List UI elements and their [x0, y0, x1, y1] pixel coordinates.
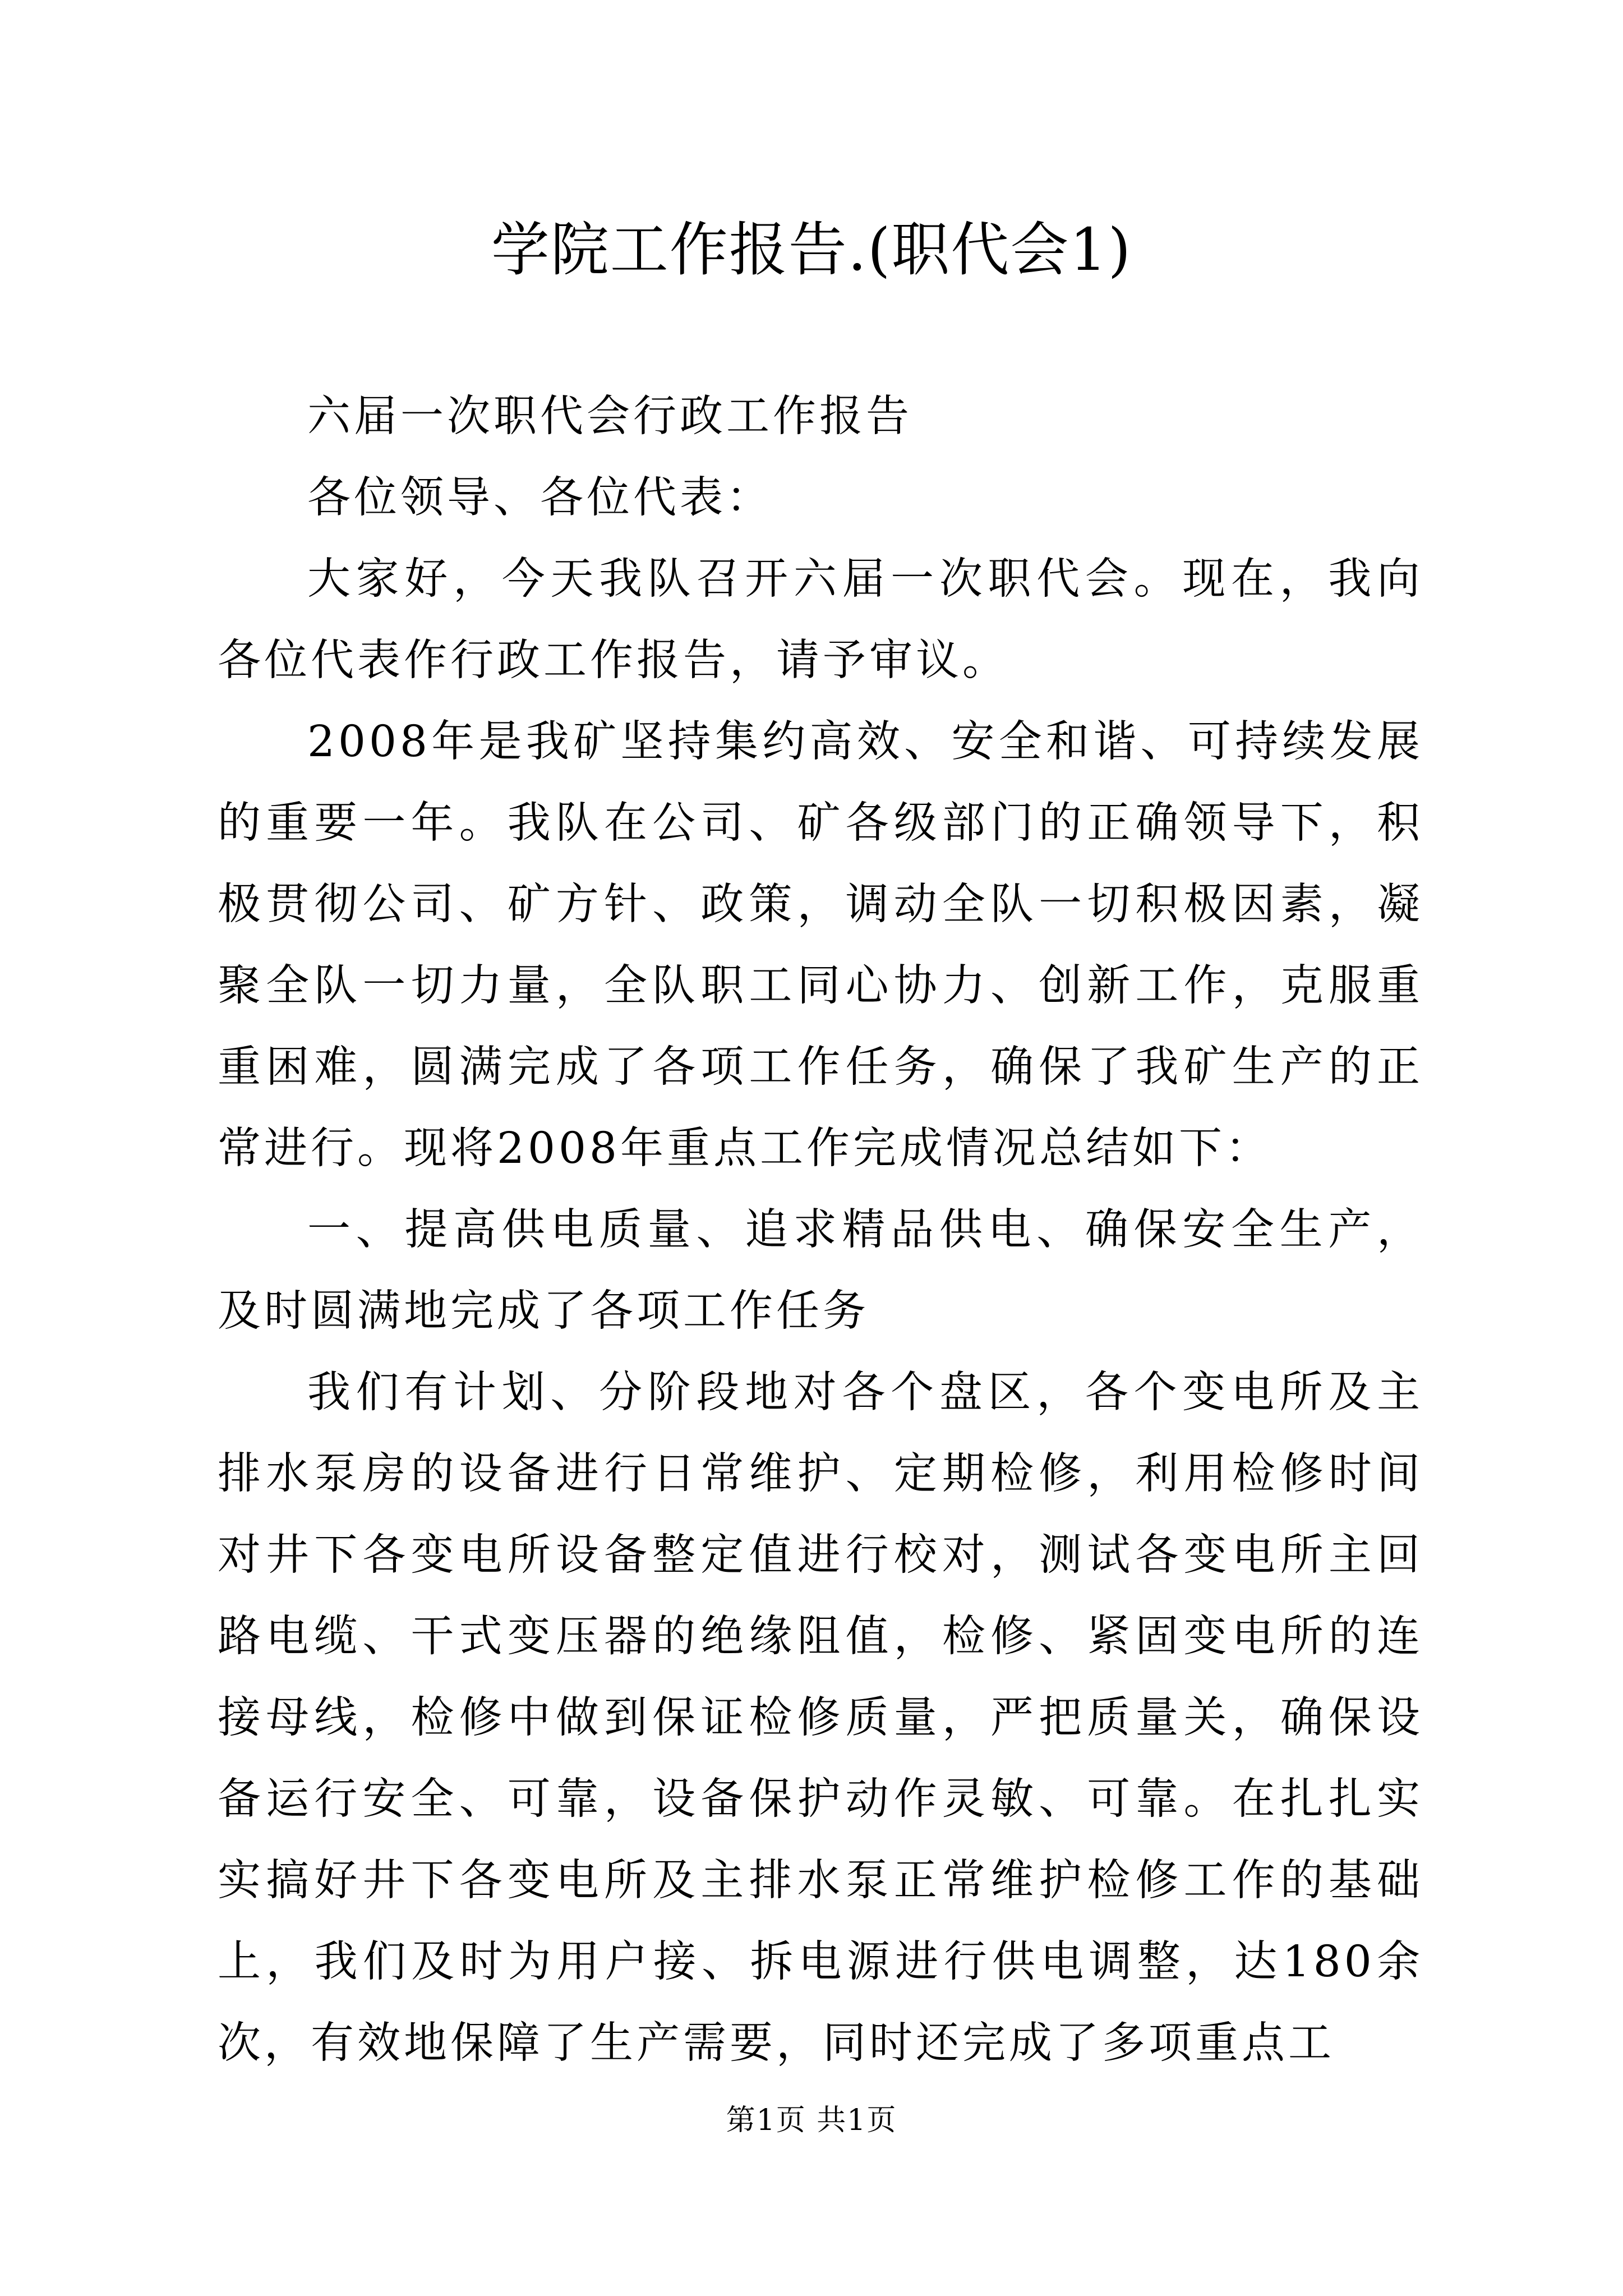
document-body	[218, 376, 1423, 2084]
document-title: 学院工作报告.(职代会1)	[491, 215, 1132, 284]
paragraph-greeting: 大家好，今天我队召开六届一次职代会。现在，我向各位代表作行政工作报告，请予审议。	[218, 554, 1423, 685]
paragraph-overview: 2008年是我矿坚持集约高效、安全和谐、可持续发展的重要一年。我队在公司、矿各级部门的正确领导下，积极贯彻公司、矿方针、政策，调动全队一切积极因素，凝聚全队一切力量，全队职工同心协力、创新工作，克服重重困难，圆满完成了各项工作任务，确保了我矿生产的正常进行。现将2008年重点工作完成情况总结如下：	[218, 717, 1423, 1174]
paragraph-section-1: 我们有计划、分阶段地对各个盘区，各个变电所及主排水泵房的设备进行日常维护、定期检修，利用检修时间对井下各变电所设备整定值进行校对，测试各变电所主回路电缆、干式变压器的绝缘阻值，检修、紧固变电所的连接母线，检修中做到保证检修质量，严把质量关，确保设备运行安全、可靠，设备保护动作灵敏、可靠。在扎扎实实搞好井下各变电所及主排水泵正常维护检修工作的基础上，我们及时为用户接、拆电源进行供电调整，达180余次，有效地保障了生产需要，同时还完成了多项重点工	[218, 1368, 1423, 2068]
page-footer: 第1页 共1页	[726, 2104, 897, 2137]
salutation: 各位领导、各位代表：	[307, 473, 773, 523]
report-heading: 六届一次职代会行政工作报告	[307, 392, 912, 441]
section-heading-1: 一、提高供电质量、追求精品供电、确保安全生产，及时圆满地完成了各项工作任务	[218, 1205, 1423, 1336]
